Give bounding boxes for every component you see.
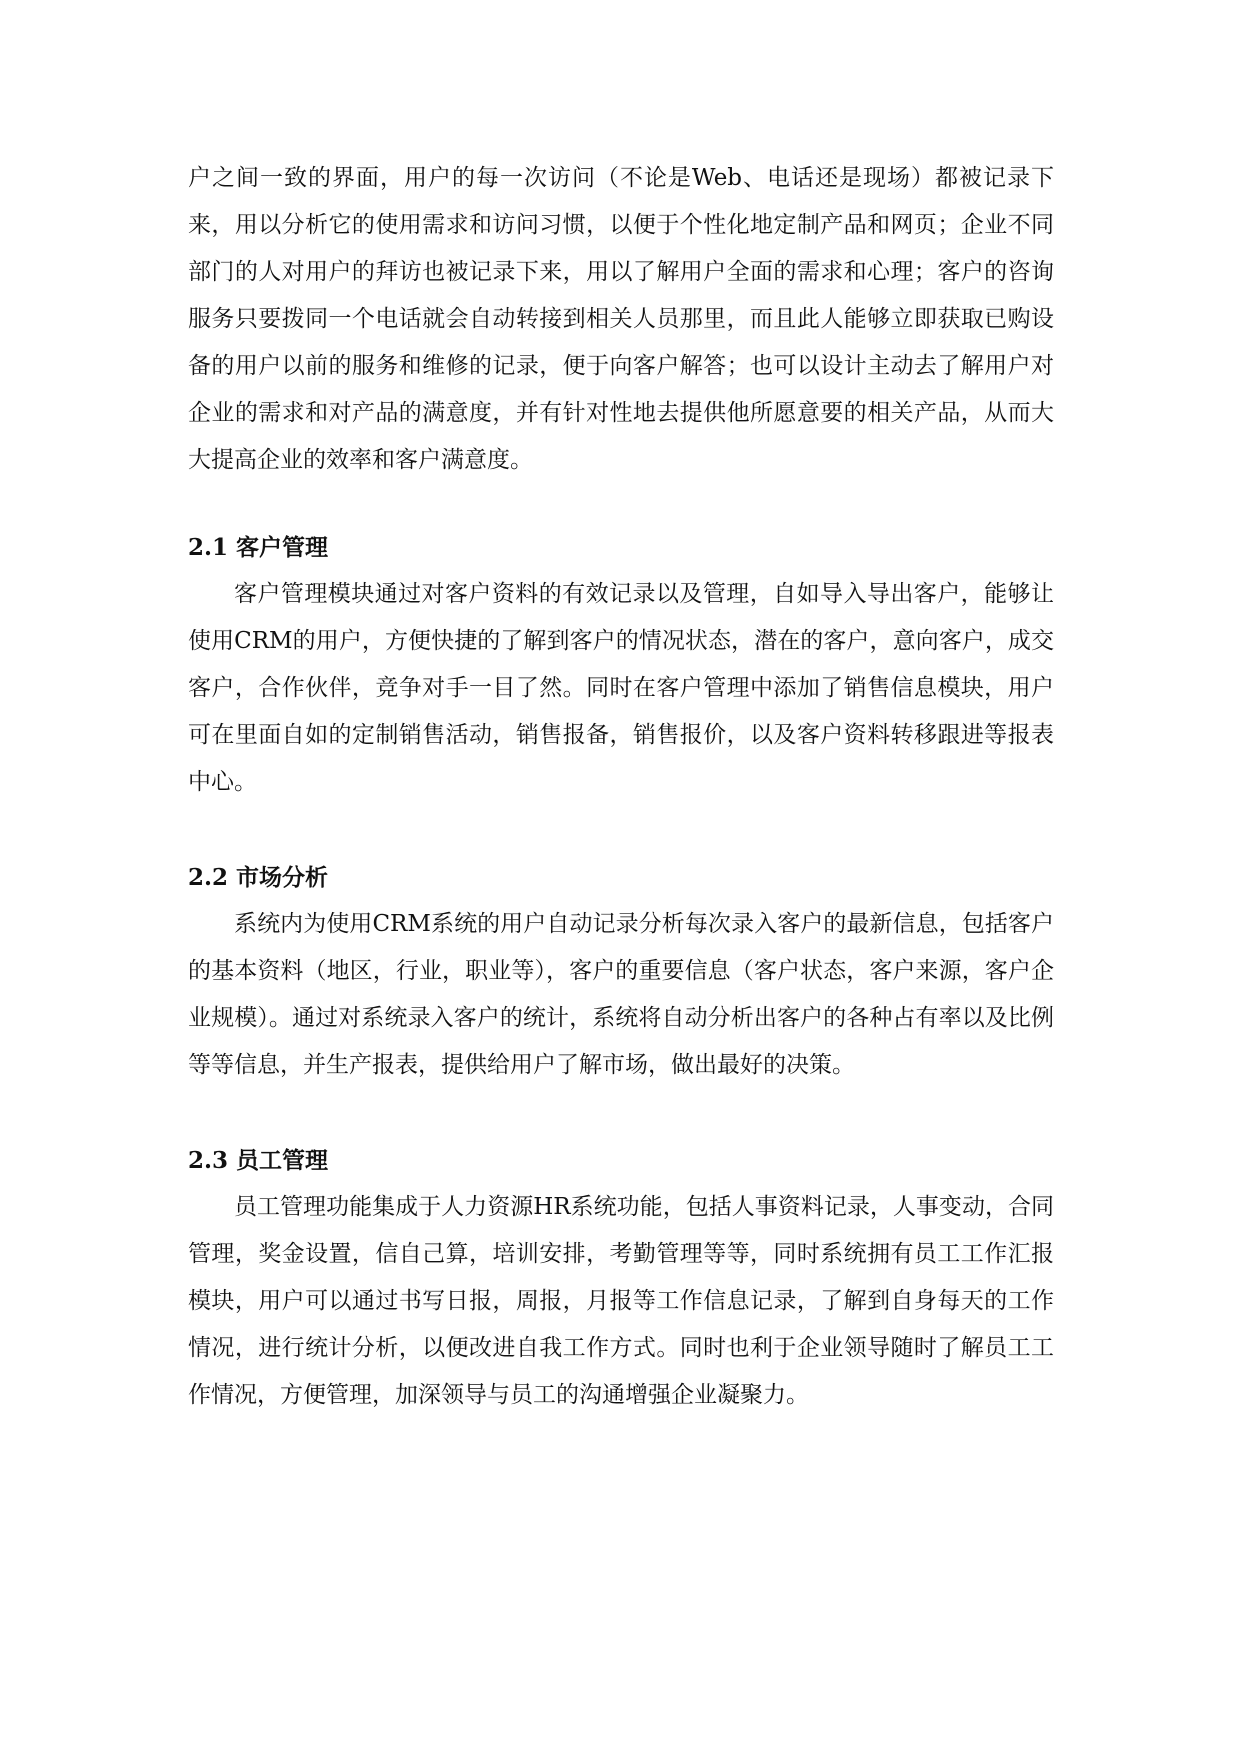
section-heading-market-analysis: 2.2 市场分析 bbox=[188, 864, 329, 891]
section-body-market-analysis: 系统内为使用CRM系统的用户自动记录分析每次录入客户的最新信息，包括客户的基本资料（地区，行业，职业等），客户的重要信息（客户状态，客户来源，客户企业规模）。通过对系统录入客户的统计，系统将自动分析出客户的各种占有率以及比例等等信息，并生产报表，提供给用户了解市场，做出最好的决策。 bbox=[188, 911, 1054, 1078]
intro-paragraph: 户之间一致的界面，用户的每一次访问（不论是Web、电话还是现场）都被记录下来，用以分析它的使用需求和访问习惯，以便于个性化地定制产品和网页；企业不同部门的人对用户的拜访也被记录下来，用以了解用户全面的需求和心理；客户的咨询服务只要拨同一个电话就会自动转接到相关人员那里，而且此人能够立即获取已购设备的用户以前的服务和维修的记录，便于向客户解答；也可以设计主动去了解用户对企业的需求和对产品的满意度，并有针对性地去提供他所愿意要的相关产品，从而大大提高企业的效率和客户满意度。 bbox=[188, 165, 1054, 473]
document-page bbox=[188, 155, 1054, 1419]
section-body-customer-management: 客户管理模块通过对客户资料的有效记录以及管理，自如导入导出客户，能够让使用CRM的用户，方便快捷的了解到客户的情况状态，潜在的客户，意向客户，成交客户，合作伙伴，竞争对手一目了然。同时在客户管理中添加了销售信息模块，用户可在里面自如的定制销售活动，销售报备，销售报价，以及客户资料转移跟进等报表中心。 bbox=[188, 581, 1054, 795]
section-body-employee-management: 员工管理功能集成于人力资源HR系统功能，包括人事资料记录，人事变动，合同管理，奖金设置，信自己算，培训安排，考勤管理等等，同时系统拥有员工工作汇报模块，用户可以通过书写日报，周报，月报等工作信息记录，了解到自身每天的工作情况，进行统计分析，以便改进自我工作方式。同时也利于企业领导随时了解员工工作情况，方便管理，加深领导与员工的沟通增强企业凝聚力。 bbox=[188, 1194, 1054, 1408]
section-heading-customer-management: 2.1 客户管理 bbox=[188, 534, 329, 561]
section-heading-employee-management: 2.3 员工管理 bbox=[188, 1147, 329, 1174]
